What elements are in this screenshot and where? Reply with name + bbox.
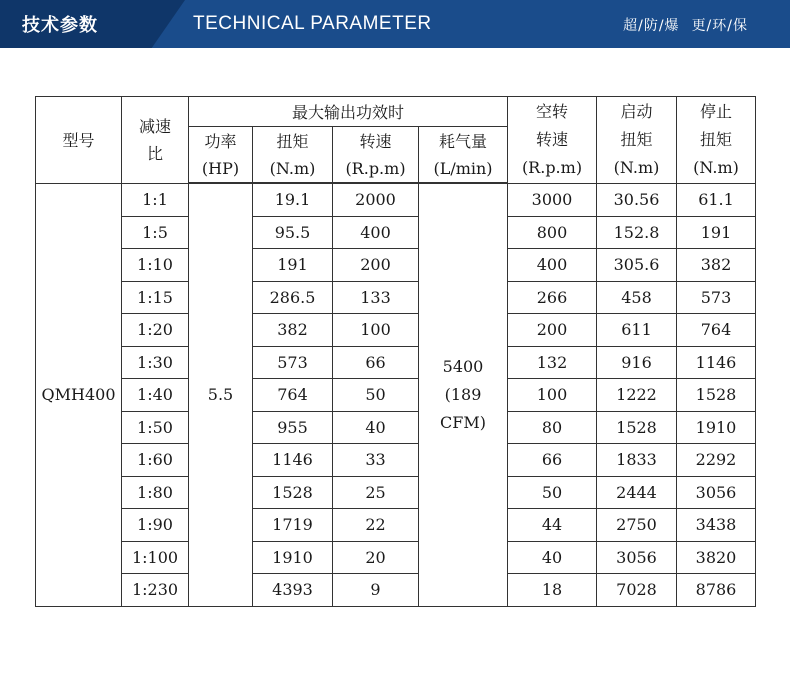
header-idle-speed: 空转 转速 (R.p.m) <box>508 97 597 184</box>
header-model: 型号 <box>36 97 122 184</box>
stop-torque-cell: 1146 <box>677 346 756 379</box>
idle-speed-cell: 18 <box>508 574 597 607</box>
speed-cell: 2000 <box>333 183 419 216</box>
speed-cell: 33 <box>333 444 419 477</box>
torque-cell: 1528 <box>253 476 333 509</box>
torque-cell: 573 <box>253 346 333 379</box>
idle-speed-cell: 800 <box>508 216 597 249</box>
start-torque-cell: 2750 <box>597 509 677 542</box>
table-row <box>36 249 756 282</box>
section-title-en: TECHNICAL PARAMETER <box>193 13 432 34</box>
start-torque-cell: 152.8 <box>597 216 677 249</box>
stop-torque-cell: 3438 <box>677 509 756 542</box>
stop-torque-cell: 1528 <box>677 379 756 412</box>
torque-cell: 191 <box>253 249 333 282</box>
torque-cell: 19.1 <box>253 183 333 216</box>
table-row <box>36 509 756 542</box>
table-row <box>36 541 756 574</box>
speed-cell: 25 <box>333 476 419 509</box>
stop-torque-cell: 8786 <box>677 574 756 607</box>
slogan <box>623 15 748 35</box>
ratio-cell: 1:60 <box>122 444 189 477</box>
table-row <box>36 379 756 412</box>
model-cell: QMH400 <box>36 183 122 606</box>
start-torque-cell: 1833 <box>597 444 677 477</box>
slogan-part-1: 超/防/爆 <box>623 18 680 34</box>
ratio-cell: 1:230 <box>122 574 189 607</box>
idle-speed-cell: 3000 <box>508 183 597 216</box>
stop-torque-cell: 3056 <box>677 476 756 509</box>
speed-cell: 20 <box>333 541 419 574</box>
header-start-torque: 启动 扭矩 (N.m) <box>597 97 677 184</box>
speed-cell: 400 <box>333 216 419 249</box>
ratio-cell: 1:5 <box>122 216 189 249</box>
torque-cell: 382 <box>253 314 333 347</box>
stop-torque-cell: 764 <box>677 314 756 347</box>
stop-torque-cell: 1910 <box>677 411 756 444</box>
slogan-part-2: 更/环/保 <box>691 18 748 34</box>
header-air: 耗气量 (L/min) <box>419 127 508 184</box>
ratio-cell: 1:80 <box>122 476 189 509</box>
torque-cell: 1719 <box>253 509 333 542</box>
table-row <box>36 476 756 509</box>
speed-cell: 66 <box>333 346 419 379</box>
table-row <box>36 411 756 444</box>
torque-cell: 764 <box>253 379 333 412</box>
title-banner <box>0 0 790 48</box>
speed-cell: 40 <box>333 411 419 444</box>
header-speed: 转速 (R.p.m) <box>333 127 419 184</box>
torque-cell: 95.5 <box>253 216 333 249</box>
start-torque-cell: 1528 <box>597 411 677 444</box>
stop-torque-cell: 382 <box>677 249 756 282</box>
torque-cell: 1910 <box>253 541 333 574</box>
start-torque-cell: 611 <box>597 314 677 347</box>
ratio-cell: 1:40 <box>122 379 189 412</box>
table-row <box>36 281 756 314</box>
header-power: 功率 (HP) <box>189 127 253 184</box>
start-torque-cell: 3056 <box>597 541 677 574</box>
air-consumption-cell: 5400 (189 CFM) <box>419 183 508 606</box>
header-torque: 扭矩 (N.m) <box>253 127 333 184</box>
idle-speed-cell: 400 <box>508 249 597 282</box>
start-torque-cell: 458 <box>597 281 677 314</box>
ratio-cell: 1:30 <box>122 346 189 379</box>
table-row <box>36 444 756 477</box>
idle-speed-cell: 80 <box>508 411 597 444</box>
idle-speed-cell: 132 <box>508 346 597 379</box>
idle-speed-cell: 266 <box>508 281 597 314</box>
ratio-cell: 1:20 <box>122 314 189 347</box>
idle-speed-cell: 200 <box>508 314 597 347</box>
speed-cell: 133 <box>333 281 419 314</box>
torque-cell: 4393 <box>253 574 333 607</box>
torque-cell: 286.5 <box>253 281 333 314</box>
idle-speed-cell: 40 <box>508 541 597 574</box>
table-row <box>36 314 756 347</box>
start-torque-cell: 305.6 <box>597 249 677 282</box>
start-torque-cell: 916 <box>597 346 677 379</box>
speed-cell: 100 <box>333 314 419 347</box>
parameter-table <box>35 96 756 607</box>
ratio-cell: 1:1 <box>122 183 189 216</box>
start-torque-cell: 1222 <box>597 379 677 412</box>
idle-speed-cell: 44 <box>508 509 597 542</box>
idle-speed-cell: 50 <box>508 476 597 509</box>
section-title-cn: 技术参数 <box>22 15 98 36</box>
stop-torque-cell: 3820 <box>677 541 756 574</box>
ratio-cell: 1:90 <box>122 509 189 542</box>
speed-cell: 22 <box>333 509 419 542</box>
speed-cell: 9 <box>333 574 419 607</box>
stop-torque-cell: 191 <box>677 216 756 249</box>
header-max-output: 最大输出功效时 <box>189 97 508 127</box>
table-row <box>36 346 756 379</box>
table-row <box>36 216 756 249</box>
torque-cell: 955 <box>253 411 333 444</box>
start-torque-cell: 7028 <box>597 574 677 607</box>
ratio-cell: 1:15 <box>122 281 189 314</box>
ratio-cell: 1:100 <box>122 541 189 574</box>
power-cell: 5.5 <box>189 183 253 606</box>
speed-cell: 200 <box>333 249 419 282</box>
stop-torque-cell: 573 <box>677 281 756 314</box>
torque-cell: 1146 <box>253 444 333 477</box>
table-row <box>36 574 756 607</box>
header-ratio: 减速比 <box>122 97 189 184</box>
start-torque-cell: 2444 <box>597 476 677 509</box>
idle-speed-cell: 66 <box>508 444 597 477</box>
ratio-cell: 1:10 <box>122 249 189 282</box>
table-row <box>36 183 756 216</box>
stop-torque-cell: 61.1 <box>677 183 756 216</box>
header-stop-torque: 停止 扭矩 (N.m) <box>677 97 756 184</box>
idle-speed-cell: 100 <box>508 379 597 412</box>
ratio-cell: 1:50 <box>122 411 189 444</box>
stop-torque-cell: 2292 <box>677 444 756 477</box>
speed-cell: 50 <box>333 379 419 412</box>
start-torque-cell: 30.56 <box>597 183 677 216</box>
